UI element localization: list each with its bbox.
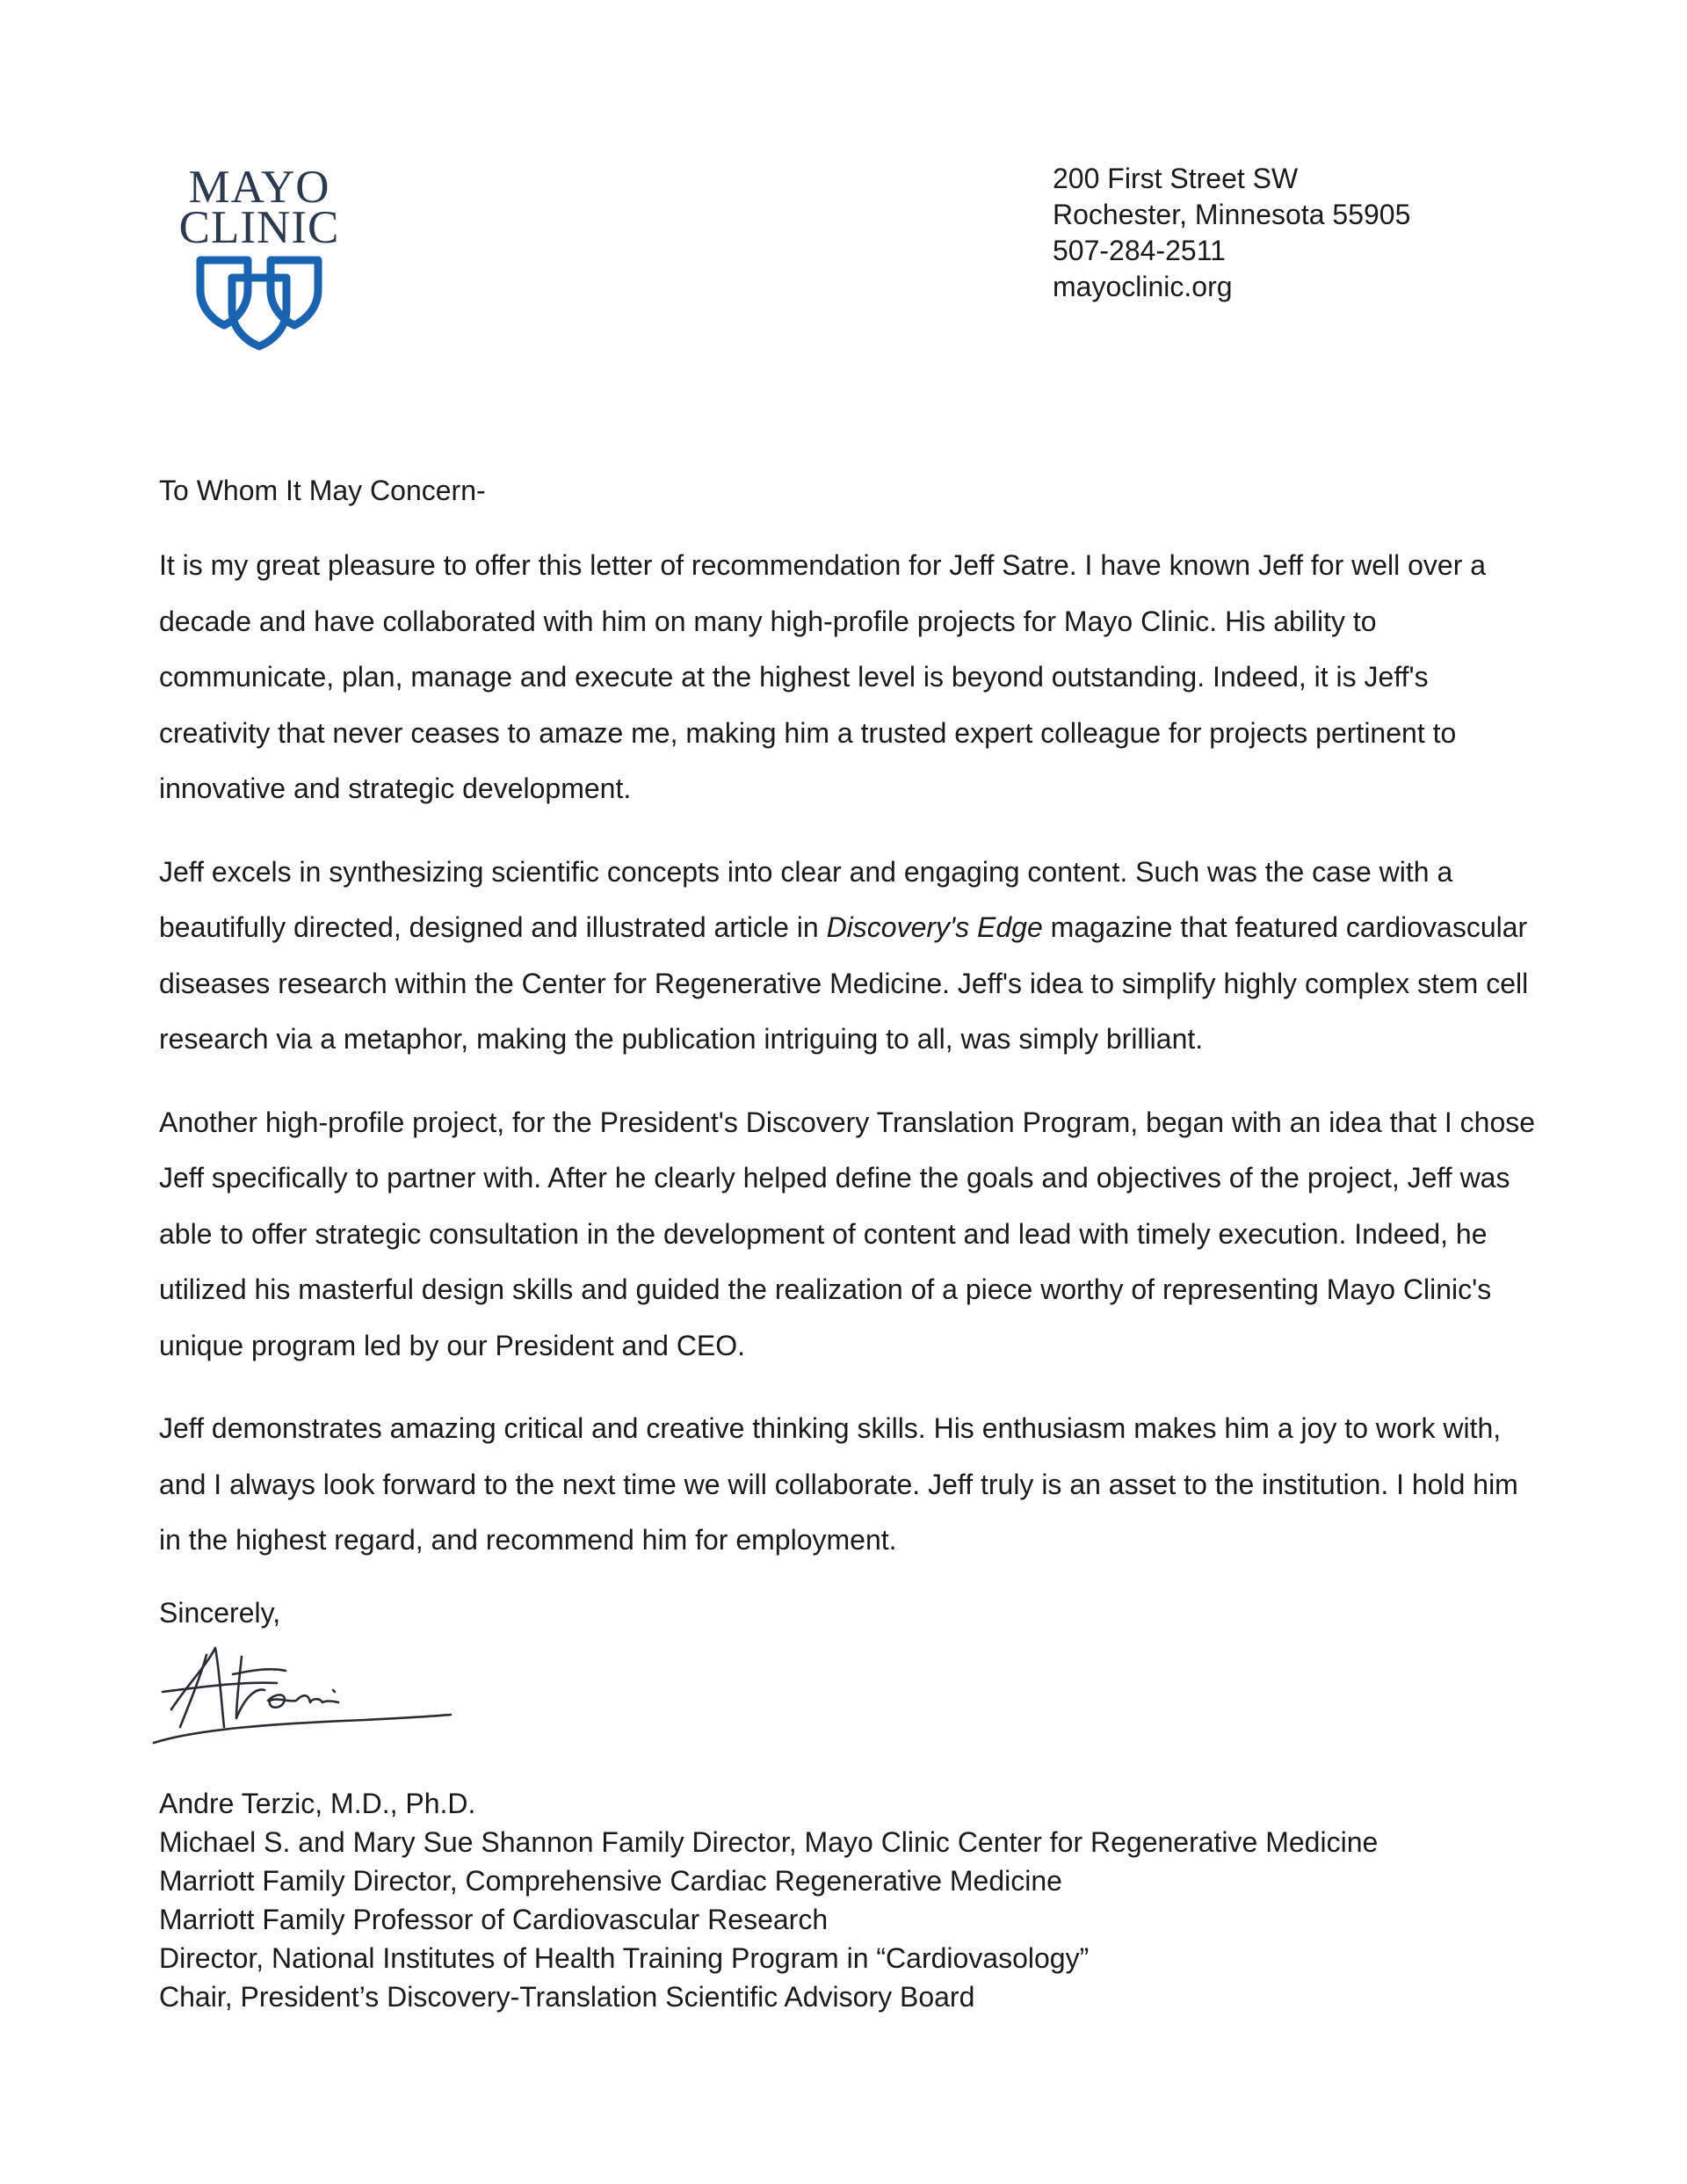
signer-title-1: Michael S. and Mary Sue Shannon Family Director, Mayo Clinic Center for Regenerative Medicine — [159, 1826, 1379, 1858]
paragraph-4: Jeff demonstrates amazing critical and creative thinking skills. His enthusiasm makes him a joy to work with, and I always look forward to the next time we will collaborate. Jeff truly is an asset to the institution. I hold him in the highest regard, and recommend him for employment. — [159, 1412, 1518, 1556]
letter-body — [159, 538, 1539, 1596]
logo-word-clinic: CLINIC — [178, 202, 340, 253]
magazine-title: Discovery's Edge — [826, 911, 1043, 943]
letterhead-address — [1053, 161, 1410, 305]
signer-title-2: Marriott Family Director, Comprehensive Cardiac Regenerative Medicine — [159, 1865, 1062, 1897]
handwritten-signature — [145, 1639, 461, 1749]
paragraph-2 — [159, 845, 1539, 1068]
address-street: 200 First Street SW — [1053, 163, 1299, 194]
mayo-clinic-logo — [171, 162, 347, 352]
salutation: To Whom It May Concern- — [159, 475, 486, 506]
paragraph-2-part-2: magazine that featured cardiovascular diseases research within the Center for Regenerative Medicine. Jeff's idea to simplify highly complex stem cell research via a metaphor, making the publication intriguing to all, was simply brilliant. — [159, 911, 1529, 1055]
closing: Sincerely, — [159, 1597, 281, 1629]
logo-word-mayo: MAYO — [188, 162, 330, 213]
paragraph-1: It is my great pleasure to offer this letter of recommendation for Jeff Satre. I have known Jeff for well over a decade and have collaborated with him on many high-profile projects for Mayo Clinic. His ability to communicate, plan, manage and execute at the highest level is beyond outstanding. Indeed, it is Jeff's creativity that never ceases to amaze me, making him a trusted expert colleague for projects pertinent to innovative and strategic development. — [159, 549, 1487, 804]
signer-title-5: Chair, President’s Discovery-Translation Scientific Advisory Board — [159, 1981, 975, 2013]
paragraph-3: Another high-profile project, for the President's Discovery Translation Program, began with an idea that I chose Jeff specifically to partner with. After he clearly helped define the goals and objectives of the project, Jeff was able to offer strategic consultation in the development of content and lead with timely execution. Indeed, he utilized his masterful design skills and guided the realization of a piece worthy of representing Mayo Clinic's unique program led by our President and CEO. — [159, 1106, 1536, 1361]
signature-block — [159, 1784, 1378, 2016]
signer-name: Andre Terzic, M.D., Ph.D. — [159, 1788, 476, 1819]
signer-title-4: Director, National Institutes of Health Training Program in “Cardiovasology” — [159, 1942, 1090, 1974]
paragraph-2-part-1: Jeff excels in synthesizing scientific concepts into clear and engaging content. Such was the case with a beautifully directed, designed and illustrated article in — [159, 855, 1453, 943]
address-city: Rochester, Minnesota 55905 — [1053, 199, 1411, 230]
phone-number: 507-284-2511 — [1053, 235, 1226, 266]
website-link[interactable]: mayoclinic.org — [1053, 271, 1233, 302]
mayo-three-shields-icon — [193, 255, 325, 352]
signer-title-3: Marriott Family Professor of Cardiovascular Research — [159, 1904, 829, 1935]
